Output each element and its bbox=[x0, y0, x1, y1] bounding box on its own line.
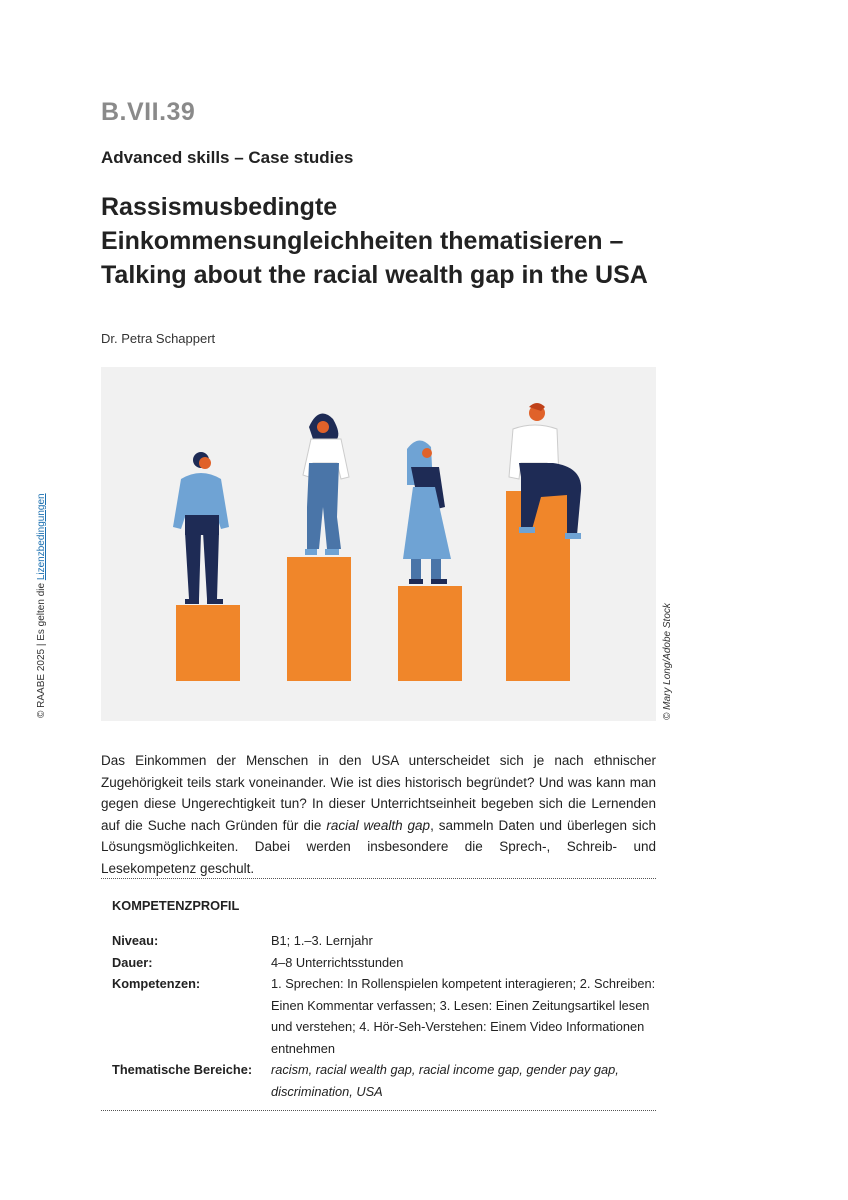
row-key: Niveau: bbox=[112, 933, 159, 948]
row-value: B1; 1.–3. Lernjahr bbox=[271, 933, 373, 948]
people-on-podiums-illustration bbox=[101, 367, 656, 721]
profile-row-niveau bbox=[112, 930, 657, 952]
competence-profile bbox=[112, 898, 657, 1102]
profile-heading: KOMPETENZPROFIL bbox=[112, 898, 240, 913]
person-2 bbox=[303, 414, 349, 555]
intro-paragraph bbox=[101, 750, 656, 879]
profile-row-themen bbox=[112, 1059, 657, 1102]
intro-text: Das Einkommen der Menschen in den USA unterscheidet sich je nach ethnischer Zugehörigkeit teils stark voneinander. Wie ist dies historisch begründet? Und was kann man gegen diese Ungerechtigkeit tun? In dieser Unterrichtseinheit begeben sich die Lernenden auf die Suche nach Gründen für die bbox=[101, 753, 656, 833]
podium-2 bbox=[287, 557, 351, 681]
license-link[interactable]: Lizenzbedingungen bbox=[36, 493, 47, 581]
copyright-notice bbox=[36, 493, 47, 718]
intro-text-end: , sammeln Daten und überlegen sich Lösungsmöglichkeiten. Dabei werden insbesondere die Sprech-, Schreib- und Lesekompetenz geschult. bbox=[101, 817, 656, 876]
page-title: Rassismusbedingte Einkommensungleichheiten thematisieren – Talking about the racial wealth gap in the USA bbox=[101, 193, 648, 289]
image-credit: © Mary Long/Adobe Stock bbox=[662, 603, 673, 720]
person-3 bbox=[403, 440, 451, 584]
intro-emphasis: racial wealth gap bbox=[326, 817, 431, 833]
podium-1 bbox=[176, 605, 240, 681]
row-value: 1. Sprechen: In Rollenspielen kompetent interagieren; 2. Schreiben: Einen Kommentar verfassen; 3. Lesen: Einen Zeitungsartikel lesen und verstehen; 4. Hör-Seh-Verstehen: Einem Video Informationen entnehmen bbox=[271, 976, 656, 1056]
divider-top bbox=[101, 878, 656, 879]
series-label: Advanced skills – Case studies bbox=[101, 148, 354, 167]
podium-3 bbox=[398, 586, 462, 681]
row-value: racism, racial wealth gap, racial income gap, gender pay gap, discrimination, USA bbox=[271, 1062, 619, 1099]
copyright-text: © RAABE 2025 | Es gelten die bbox=[36, 580, 47, 718]
row-key: Dauer: bbox=[112, 954, 153, 970]
author: Dr. Petra Schappert bbox=[101, 331, 216, 346]
row-value: 4–8 Unterrichtsstunden bbox=[271, 954, 404, 970]
illustration-wealth-gap bbox=[101, 367, 656, 721]
person-1 bbox=[173, 452, 229, 604]
row-key: Thematische Bereiche: bbox=[112, 1062, 253, 1077]
row-key: Kompetenzen: bbox=[112, 976, 201, 991]
divider-bottom bbox=[101, 1110, 656, 1111]
profile-row-dauer bbox=[112, 952, 657, 974]
unit-code: B.VII.39 bbox=[101, 98, 196, 126]
profile-row-kompetenzen bbox=[112, 973, 657, 1059]
podium-4 bbox=[506, 491, 570, 681]
